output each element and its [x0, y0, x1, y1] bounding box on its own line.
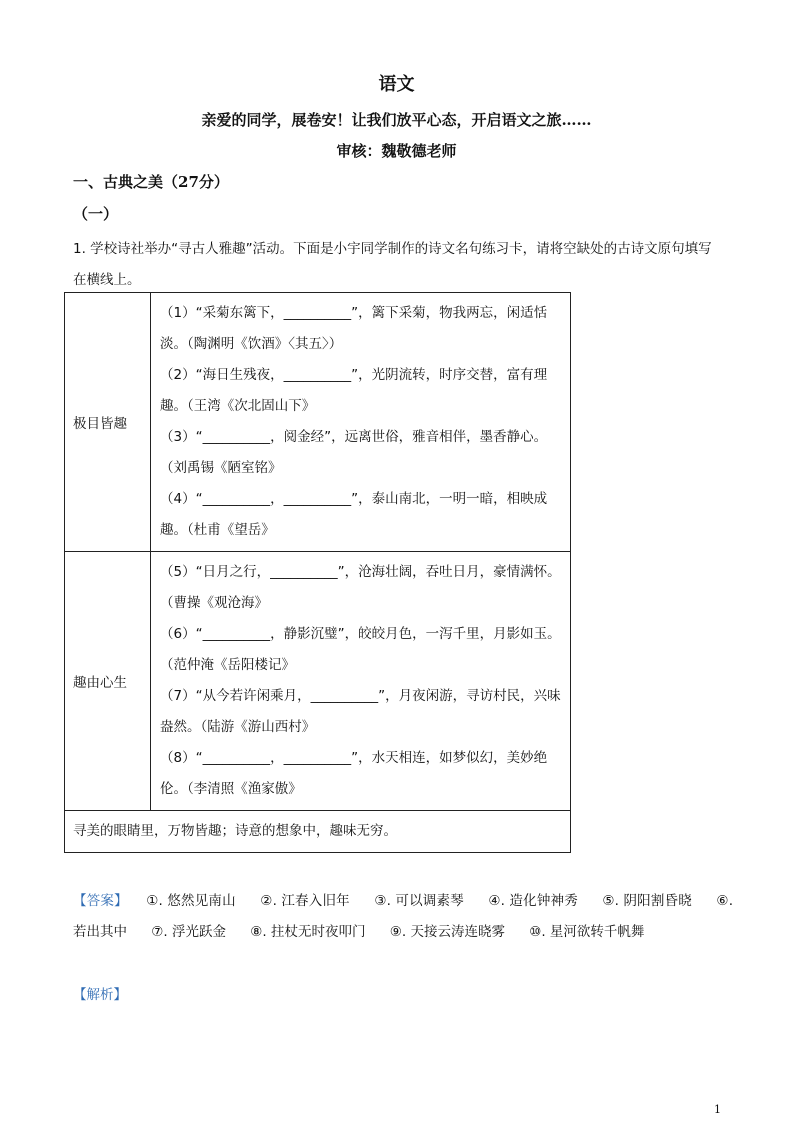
- fill-item: （6）“__________，静影沉璧”，皎皎月色，一泻千里，月影如玉。（范仲淹《岳阳楼记》: [160, 626, 561, 673]
- fill-item: （1）“采菊东篱下，__________”，篱下采菊，物我两忘，闲适恬淡。（陶渊明《饮酒》〈其五〉）: [160, 305, 548, 352]
- section-heading: 一、古典之美（27分）: [73, 173, 229, 191]
- answer-item: ①. 悠然见南山: [146, 893, 236, 909]
- answer-label: 【答案】: [73, 893, 128, 909]
- answer-item: ⑦. 浮光跃金: [151, 924, 226, 940]
- answer-item: ⑧. 拄杖无时夜叩门: [250, 924, 366, 940]
- answer-item: ⑩. 星河欲转千帆舞: [529, 924, 645, 940]
- answer-item: ⑥. 若出其中: [73, 893, 734, 940]
- fill-item: （4）“__________，__________”，泰山南北，一明一暗，相映成趣。（杜甫《望岳》: [160, 491, 548, 538]
- table-footer-row: [65, 811, 571, 853]
- fill-item: （2）“海日生残夜，__________”，光阴流转，时序交替，富有理趣。（王湾《次北固山下》: [160, 367, 548, 414]
- answer-item: ②. 江春入旧年: [260, 893, 350, 909]
- answer-item: ④. 造化钟神秀: [488, 893, 578, 909]
- answer-block: [73, 886, 733, 948]
- analysis-block: [73, 980, 141, 1011]
- fill-item: （8）“__________，__________”，水天相连，如梦似幻，美妙绝伦。（李清照《渔家傲》: [160, 750, 548, 797]
- poem-exercise-table: [64, 292, 571, 853]
- fill-item: （5）“日月之行，__________”，沧海壮阔，吞吐日月，豪情满怀。（曹操《观沧海》: [160, 564, 561, 611]
- table-row: [65, 293, 571, 552]
- page-subtitle: 亲爱的同学，展卷安！让我们放平心态，开启语文之旅……: [201, 111, 592, 129]
- answer-item: ⑤. 阴阳割昏晓: [602, 893, 692, 909]
- category-cell: 趣由心生: [65, 552, 151, 811]
- question-text: 1. 学校诗社举办“寻古人雅趣”活动。下面是小宇同学制作的诗文名句练习卡，请将空缺处的古诗文原句填写在横线上。: [73, 241, 712, 288]
- analysis-label: 【解析】: [73, 987, 127, 1003]
- table-footer: 寻美的眼睛里，万物皆趣；诗意的想象中，趣味无穷。: [65, 811, 571, 853]
- reviewer-line: 审核：魏敬德老师: [336, 142, 457, 160]
- items-cell: [151, 293, 571, 552]
- category-cell: 极目皆趣: [65, 293, 151, 552]
- fill-item: （3）“__________，阅金经”，远离世俗，雅音相伴，墨香静心。（刘禹锡《陋室铭》: [160, 429, 548, 476]
- fill-item: （7）“从今若许闲乘月，__________”，月夜闲游，寻访村民，兴味盎然。（陆游《游山西村》: [160, 688, 561, 735]
- answer-item: ⑨. 天接云涛连晓雾: [389, 924, 505, 940]
- subsection-heading: （一）: [73, 205, 119, 223]
- page-title: 语文: [378, 74, 415, 95]
- items-cell: [151, 552, 571, 811]
- page-number: 1: [714, 1103, 721, 1116]
- answer-item: ③. 可以调素琴: [374, 893, 464, 909]
- table-row: [65, 552, 571, 811]
